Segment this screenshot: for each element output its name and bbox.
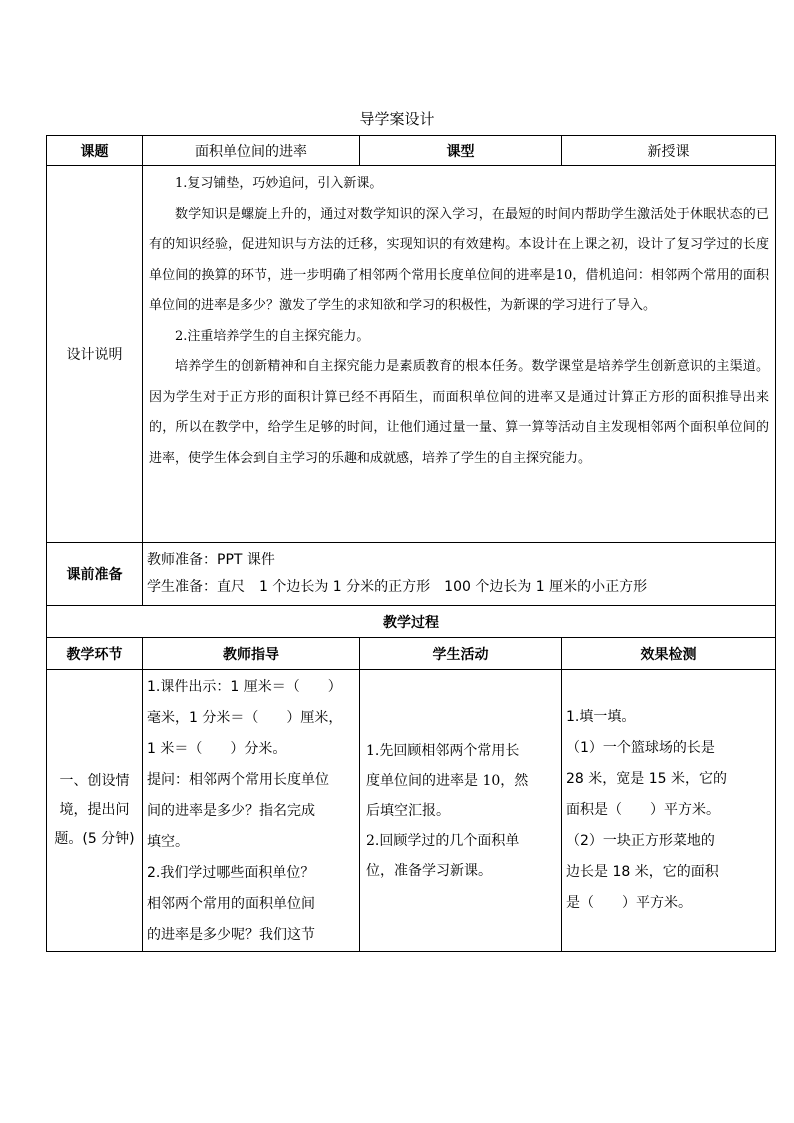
check-line: 是（ ）平方米。 bbox=[566, 895, 692, 911]
check-line: 面积是（ ）平方米。 bbox=[566, 802, 720, 818]
student-line: 位，准备学习新课。 bbox=[366, 862, 492, 879]
stage-1: 一、创设情境，提出问题。(5 分钟) bbox=[47, 670, 143, 952]
check-line: 边长是 18 米，它的面积 bbox=[566, 864, 719, 880]
teacher-line: 相邻两个常用的面积单位间 bbox=[147, 896, 315, 912]
col-header-student: 学生活动 bbox=[360, 638, 562, 670]
lesson-plan-table bbox=[46, 135, 776, 952]
design-paragraph-2: 培养学生的创新精神和自主探究能力是素质教育的根本任务。数学课堂是培养学生创新意识的主渠道。因为学生对于正方形的面积计算已经不再陌生，而面积单位间的进率又是通过计算正方形的面积推导出来的，所以在教学中，给学生足够的时间，让他们通过量一量、算一算等活动自主发现相邻两个面积单位间的进率，使学生体会到自主学习的乐趣和成就感，培养了学生的自主探究能力。 bbox=[149, 359, 769, 466]
effect-check-1 bbox=[562, 670, 776, 952]
check-line: 28 米，宽是 15 米，它的 bbox=[566, 771, 727, 787]
design-point-1: 1.复习铺垫，巧妙追问，引入新课。 bbox=[175, 176, 383, 191]
design-content bbox=[143, 166, 776, 543]
teacher-line: 1 米＝（ ）分米。 bbox=[147, 741, 287, 757]
col-header-teacher: 教师指导 bbox=[143, 638, 360, 670]
student-activity-1 bbox=[360, 670, 562, 952]
teacher-guidance-1 bbox=[143, 670, 360, 952]
design-row bbox=[47, 166, 776, 543]
prep-label: 课前准备 bbox=[47, 543, 143, 606]
teacher-line: 2.我们学过哪些面积单位？ bbox=[147, 865, 315, 881]
teacher-line: 间的进率是多少？指名完成 bbox=[147, 803, 315, 819]
teacher-line: 的进率是多少呢？我们这节 bbox=[147, 927, 315, 943]
prep-row bbox=[47, 543, 776, 606]
process-title: 教学过程 bbox=[47, 606, 776, 638]
document-title: 导学案设计 bbox=[359, 110, 435, 128]
prep-content bbox=[143, 543, 776, 606]
student-line: 1.先回顾相邻两个常用长 bbox=[366, 742, 520, 759]
header-row bbox=[47, 136, 776, 166]
check-line: （1）一个篮球场的长是 bbox=[566, 740, 715, 756]
design-label: 设计说明 bbox=[47, 166, 143, 543]
student-line: 后填空汇报。 bbox=[366, 802, 450, 819]
check-line: 1.填一填。 bbox=[566, 709, 636, 725]
check-line: （2）一块正方形菜地的 bbox=[566, 833, 715, 849]
design-paragraph-1: 数学知识是螺旋上升的，通过对数学知识的深入学习，在最短的时间内帮助学生激活处于休眠状态的已有的知识经验，促进知识与方法的迁移，实现知识的有效建构。本设计在上课之初，设计了复习学过的长度单位间的换算的环节，进一步明确了相邻两个常用长度单位间的进率是10，借机追问：相邻两个常用的面积单位间的进率是多少？激发了学生的求知欲和学习的积极性，为新课的学习进行了导入。 bbox=[149, 206, 769, 313]
lesson-type-label: 课型 bbox=[360, 136, 562, 166]
lesson-type-value: 新授课 bbox=[562, 136, 776, 166]
student-line: 2.回顾学过的几个面积单 bbox=[366, 832, 520, 849]
teacher-line: 毫米，1 分米＝（ ）厘米， bbox=[147, 710, 343, 726]
col-header-stage: 教学环节 bbox=[47, 638, 143, 670]
teacher-line: 提问：相邻两个常用长度单位 bbox=[147, 772, 329, 788]
process-title-row bbox=[47, 606, 776, 638]
student-line: 度单位间的进率是 10，然 bbox=[366, 772, 529, 789]
teacher-line: 1.课件出示：1 厘米＝（ ） bbox=[147, 679, 342, 695]
topic-label: 课题 bbox=[47, 136, 143, 166]
teacher-line: 填空。 bbox=[147, 834, 189, 850]
design-point-2: 2.注重培养学生的自主探究能力。 bbox=[175, 328, 370, 344]
process-row-1 bbox=[47, 670, 776, 952]
teacher-prep: 教师准备：PPT 课件 bbox=[147, 552, 275, 568]
col-header-check: 效果检测 bbox=[562, 638, 776, 670]
process-header-row bbox=[47, 638, 776, 670]
student-prep: 学生准备：直尺 1 个边长为 1 分米的正方形 100 个边长为 1 厘米的小正方形 bbox=[147, 579, 648, 595]
topic-value: 面积单位间的进率 bbox=[143, 136, 360, 166]
